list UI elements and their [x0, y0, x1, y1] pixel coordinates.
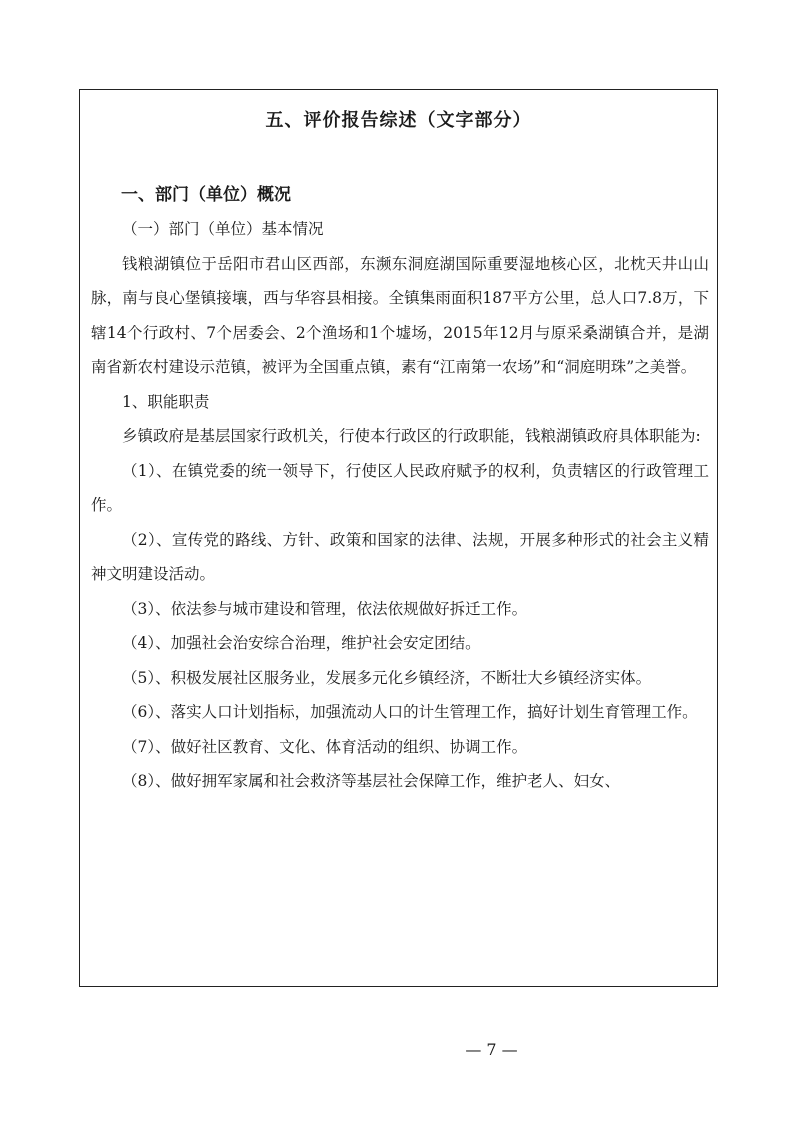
list-item-duty-7: （7）、做好社区教育、文化、体育活动的组织、协调工作。 [122, 737, 528, 756]
paragraph-town-intro: 钱粮湖镇位于岳阳市君山区西部，东濒东洞庭湖国际重要湿地核心区，北枕天井山山脉，南与良心堡镇接壤，西与华容县相接。全镇集雨面积187平方公里，总人口7.8万，下辖14个行政村、7个居委会、2个渔场和1个墟场，2015年12月与原采桑湖镇合并，是湖南省新农村建设示范镇，被评为全国重点镇，素有“江南第一农场”和“洞庭明珠”之美誉。 [91, 254, 709, 376]
list-item-duty-5: （5）、积极发展社区服务业，发展多元化乡镇经济，不断壮大乡镇经济实体。 [122, 668, 652, 687]
list-item-duty-6: （6）、落实人口计划指标，加强流动人口的计生管理工作，搞好计划生育管理工作。 [122, 703, 698, 721]
section-title: 五、评价报告综述（文字部分） [265, 110, 532, 131]
document-frame [79, 89, 718, 987]
list-item-duty-4: （4）、加强社会治安综合治理，维护社会安定团结。 [122, 634, 481, 652]
heading-department-overview: 一、部门（单位）概况 [121, 185, 291, 205]
subheading-basic-info: （一）部门（单位）基本情况 [122, 220, 324, 238]
paragraph-government-intro: 乡镇政府是基层国家行政机关，行使本行政区的行政职能，钱粮湖镇政府具体职能为: [122, 427, 701, 445]
list-item-duty-8: （8）、做好拥军家属和社会救济等基层社会保障工作，维护老人、妇女、 [122, 772, 621, 790]
list-item-duty-2: （2）、宣传党的路线、方针、政策和国家的法律、法规，开展多种形式的社会主义精神文明建设活动。 [91, 530, 709, 583]
body-text [91, 212, 709, 799]
subheading-functions: 1、职能职责 [122, 392, 210, 411]
list-item-duty-1: （1）、在镇党委的统一领导下，行使区人民政府赋予的权利，负责辖区的行政管理工作。 [91, 461, 709, 514]
page-number: — 7 — [465, 1040, 518, 1059]
list-item-duty-3: （3）、依法参与城市建设和管理，依法依规做好拆迁工作。 [122, 599, 528, 618]
